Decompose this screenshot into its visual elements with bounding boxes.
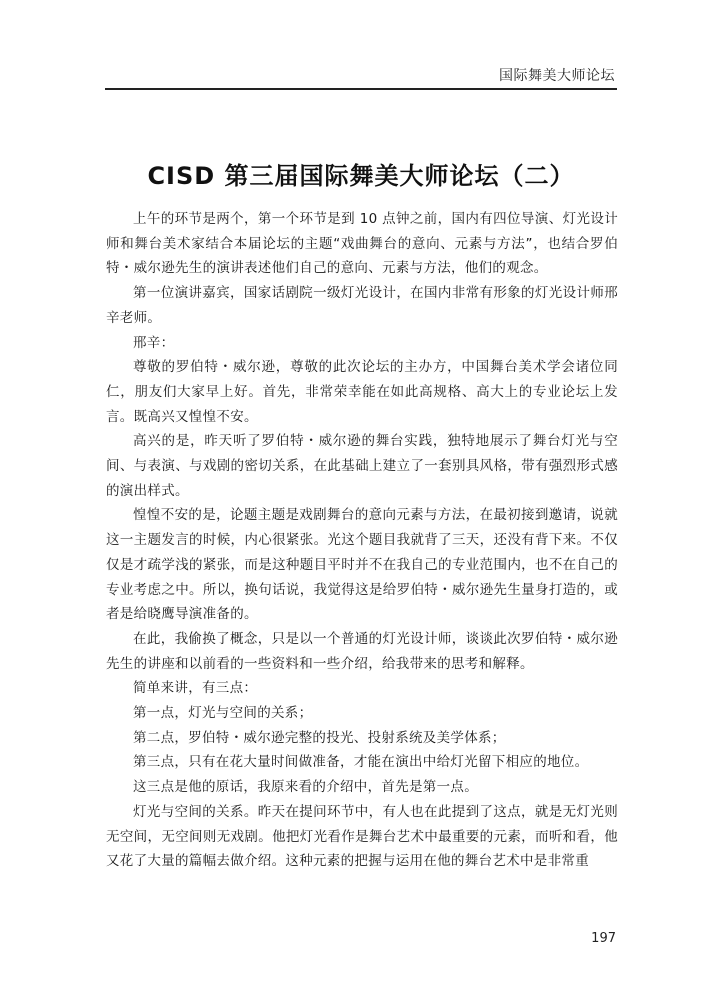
paragraph: 在此，我偷换了概念，只是以一个普通的灯光设计师，谈谈此次罗伯特・威尔逊先生的讲座和以前看的一些资料和一些介绍，给我带来的思考和解释。: [106, 630, 618, 672]
paragraph: 邢辛：: [133, 334, 175, 351]
paragraph: 上午的环节是两个，第一个环节是到 10 点钟之前，国内有四位导演、灯光设计师和舞台美术家结合本届论坛的主题“戏曲舞台的意向、元素与方法”，也结合罗伯特・威尔逊先生的演讲表述他们自己的意向、元素与方法，他们的观念。: [106, 211, 618, 277]
article-title: CISD 第三届国际舞美大师论坛（二）: [147, 162, 575, 190]
paragraph: 简单来讲，有三点：: [133, 680, 258, 697]
paragraph: 这三点是他的原话，我原来看的介绍中，首先是第一点。: [133, 779, 478, 796]
paragraph: 灯光与空间的关系。昨天在提问环节中，有人也在此提到了这点，就是无灯光则无空间，无空间则无戏剧。他把灯光看作是舞台艺术中最重要的元素，而听和看，他又花了大量的篇幅去做介绍。这种元素的把握与运用在他的舞台艺术中是非常重: [106, 803, 618, 870]
paragraph: 尊敬的罗伯特・威尔逊，尊敬的此次论坛的主办方，中国舞台美术学会诸位同仁，朋友们大家早上好。首先，非常荣幸能在如此高规格、高大上的专业论坛上发言。既高兴又惶惶不安。: [106, 359, 618, 425]
article-body: [106, 207, 618, 874]
paragraph: 第一点，灯光与空间的关系；: [133, 705, 313, 722]
paragraph: 第二点，罗伯特・威尔逊完整的投光、投射系统及美学体系；: [133, 729, 506, 746]
paragraph: 第三点，只有在花大量时间做准备，才能在演出中给灯光留下相应的地位。: [133, 754, 589, 771]
running-header-title: 国际舞美大师论坛: [499, 68, 615, 84]
paragraph: 第一位演讲嘉宾，国家话剧院一级灯光设计，在国内非常有形象的灯光设计师邢辛老师。: [106, 285, 618, 326]
running-header: [105, 64, 617, 90]
paragraph: 高兴的是，昨天听了罗伯特・威尔逊的舞台实践，独特地展示了舞台灯光与空间、与表演、与戏剧的密切关系，在此基础上建立了一套别具风格，带有强烈形式感的演出样式。: [106, 433, 618, 499]
page-number: 197: [591, 931, 616, 946]
paragraph: 惶惶不安的是，论题主题是戏剧舞台的意向元素与方法，在最初接到邀请，说就这一主题发言的时候，内心很紧张。光这个题目我就背了三天，还没有背下来。不仅仅是才疏学浅的紧张，而是这种题目平时并不在我自己的专业范围内，也不在自己的专业考虑之中。所以，换句话说，我觉得这是给罗伯特・威尔逊先生量身打造的，或者是给晓鹰导演准备的。: [106, 507, 618, 623]
